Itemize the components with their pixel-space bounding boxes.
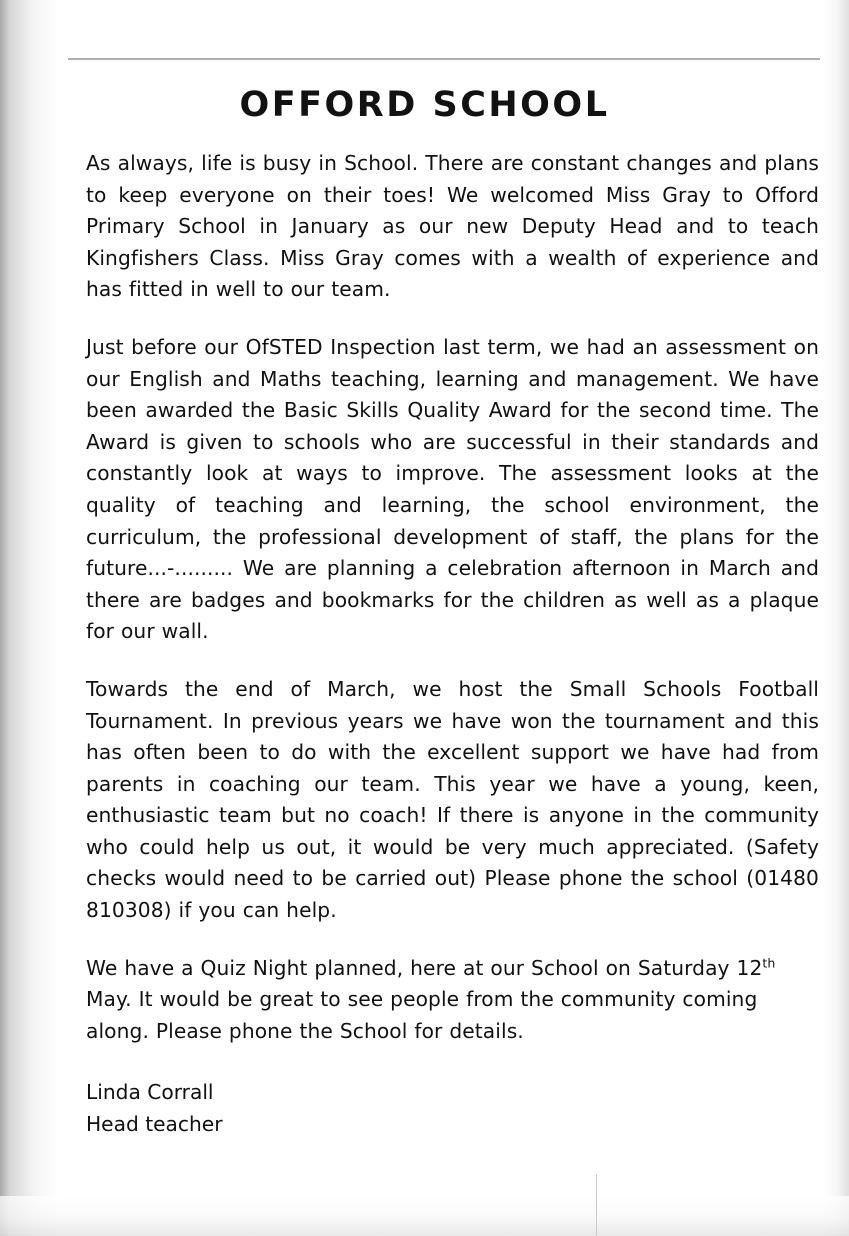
page-title: OFFORD SCHOOL — [239, 85, 610, 126]
paragraph-football-tournament: Towards the end of March, we host the Small Schools Football Tournament. In previous years we have won the tournament and this has often been to do with the excellent support we have had from parents in coaching our team. This year we have a young, keen, enthusiastic team but no coach! If there is anyone in the community who could help us out, it would be very much appreciated. (Safety checks would need to be carried out) Please phone the school (01480 810308) if you can help. — [86, 676, 819, 923]
signature-name: Linda Corrall — [86, 1080, 214, 1105]
paragraph-quiz-night — [86, 953, 819, 1048]
signature-block — [86, 1077, 819, 1140]
article-body — [86, 148, 819, 1141]
paragraph-basic-skills-award: Just before our OfSTED Inspection last term, we had an assessment on our English and Maths teaching, learning and management. We have been awarded the Basic Skills Quality Award for the second time. The Award is given to schools who are successful in their standards and constantly look at ways to improve. The assessment looks at the quality of teaching and learning, the school environment, the curriculum, the professional development of staff, the plans for the future...-......... We are planning a celebration afternoon in March and there are badges and bookmarks for the children as well as a plaque for our wall. — [86, 334, 819, 644]
signature-role: Head teacher — [86, 1112, 223, 1137]
paragraph-intro: As always, life is busy in School. There are constant changes and plans to keep everyone on their toes! We welcomed Miss Gray to Offord Primary School in January as our new Deputy Head and to teach Kingfishers Class. Miss Gray comes with a wealth of experience and has fitted in well to our team. — [86, 151, 819, 302]
quiz-text-after: May. It would be great to see people from the community coming along. Please phone the School for details. — [86, 987, 758, 1043]
quiz-text-before: We have a Quiz Night planned, here at our School on Saturday 12 — [86, 955, 763, 980]
title-divider — [68, 58, 820, 60]
date-ordinal-suffix: th — [762, 954, 776, 970]
